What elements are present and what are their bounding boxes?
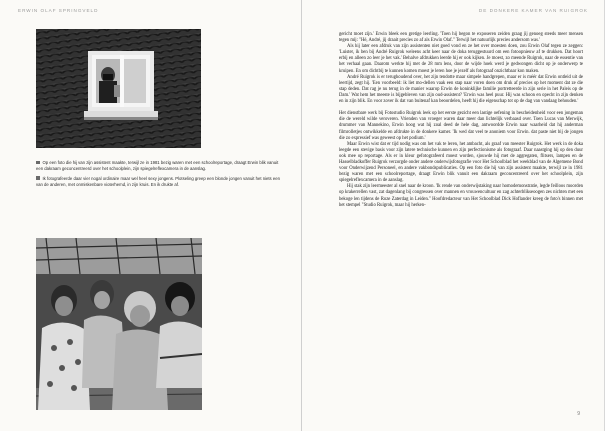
caption-square-icon — [36, 176, 40, 180]
photo-boys-image — [36, 238, 202, 410]
caption-boys-photo — [36, 176, 282, 189]
body-text-column — [339, 32, 583, 209]
caption-window-photo — [36, 160, 282, 173]
left-page — [0, 0, 302, 431]
paragraph: gericht moet zijn.' Erwin bleek een gretige leerling. 'Toen hij begon te exposeren zeiden graag jij genoeg steeds meer mensen tegen mij: "Hé, André, jij draait precies zo af als Erwin Olaf." Terwijl het natuurlijk precies andersom was.' — [339, 32, 583, 44]
paragraph: Maar Erwin wist dat er tijd nodig was om het vak te leren, het ambacht, als graaf van meester Ruigrok. Het werk in de doka leegde een stevige basis voor zijn latere technische kunnen en zijn perfectionisme als fotograaf. Daar naastging hij op den duur ook mee op reportage. Als er in kleur gefotografeerd moest worden, sjouwde hij met de aggregaten, flitsers, lampen en de Hasselbladkoffer Ruigrok verzorgde onder andere onderwijsfotografie voor Het Schoolblad het weekblad van de Algemene Bond voor Onderwijzend Personeel, en andere vakbondspublicaties. Op een foto die hij van zijn assistent maakte, terwijl ze in 1981 bezig waren met een schoolreportage, draagt Erwin blik vanuit een dakraam geconcentreerd over het schoolplein, zijn spiegelreflexcamera in de aanslag. — [339, 141, 583, 184]
paragraph: Hij stak zijn leermeester al snel naar de kroon. 'Ik rende van onderwijstaking naar homodemonstratie, legde feilloos moorden op krakerrellen vast, zat dagenlang bij congressen over mannen en vrouwencultuur en zag achterblikseoogen zes nichten met een bekoge len tijdens de Roze Zaterdag in Leiden.'' Hoofdredacteur van Het Schoolblad Dick Hoflander kreeg de foto's binnen met het stempel "Studio Ruigrok, maar hij herken- — [339, 184, 583, 208]
caption-window-text: Op een foto die hij van zijn assistent maakte, terwijl ze in 1981 bezig waren met een schoolreportage, draagt Erwin blik vanuit een dakraam geconcentreerd over het schoolplein, zijn spiegelreflexcamera in de aanslag. — [36, 160, 279, 172]
caption-boys-text: Ik fotografeerde daar vier nogal ordinaire maar wel heel sexy jongens. Plotseling greep een blonde jongen vanuit het niets een van de anderen, met onmiskenbare vioterhemd, in zijn kruis. En ik drukte af. — [36, 175, 280, 188]
running-head-right: DE DONKERE KAMER VAN RUIGROK — [478, 8, 588, 13]
page-number: 9 — [577, 411, 580, 417]
photo-window-image — [36, 29, 201, 148]
running-head-left: ERWIN OLAF SPRINGVELD — [18, 8, 99, 13]
captions-block — [36, 160, 282, 192]
caption-square-icon — [36, 161, 40, 165]
paragraph: André Ruigrok is er terughoudend over, het zijn tendotte maar simpele handgrepen, maar er is méér dat Erwin ontleid uit de leertijd, zegt hij. 'Een voorbeeld: ik liet mo-dellen vaak een stap naar voren doen om druk af precies op het moment dat ze die stap deden. Dat rag je nu terug in de manier waarop Erwin de koninklijke familie portretteerde in zijn serie in het Paleis op de Dam.' Wat hem het meeste is bijgebleven van zijn oud-assistent? 'Erwin was heel puur. Hij was schoon en opecht in zijn denken en in zijn blik. En voor zover ik dat van buitenaf kan beoordelen, heeft hij die eigenschap tot op de dag van vandaag behouden.' — [339, 74, 583, 105]
photo-four-boys — [36, 238, 202, 410]
paragraph: Als hij later een afdruk van zijn assistenten niet goed vond en ze het over moesten doen, zou Erwin Olaf tegen ze zeggen: 'Luister, ik ben bij André Ruigrok weleens acht keer naar de doka teruggestuurd om een fotoopnieuw af te drukken. Dat hoort erbij en alleen zo leer je het vak.' Behalve afdrukken leerde hij er ook kijken. Je moest, zo meende Ruigrok, naar de essentie van het verhaal gaan. Daarom werkte hij met de 28 mm lens, door de wijde hoek werd je gedwongen dicht op je onderwerp te kruipen. En om dichtbij te kunnen komen moest je leren hoe je jezelf als fotograaf onzichtbaar kon maken. — [339, 44, 583, 74]
paragraph: Het dienstbare werk bij Fotostudio Ruigrok leek op het eerste gezicht een lastige oefening in bescheidenheid voor een jongeman die de wereld wilde veroveren. Vrienden van vroeger waren daar meer dan lichtelijk verbaasd over. Toen Lucas van Merwijk, drummer van Mannekino, Erwin hoog wat hij zoal deed de hele dag, antwoordde Erwin naar waarheid dat hij anderman filmrolletjes ontwikkelde en afdrukte in de donkere kamer. 'Ik wed dat veel te anoniem voor Erwin. dat paste niet bij de jongen die zo expressief was geweest op het podium.' — [339, 111, 583, 141]
right-page — [302, 0, 604, 431]
photo-window-photographer — [36, 29, 201, 148]
